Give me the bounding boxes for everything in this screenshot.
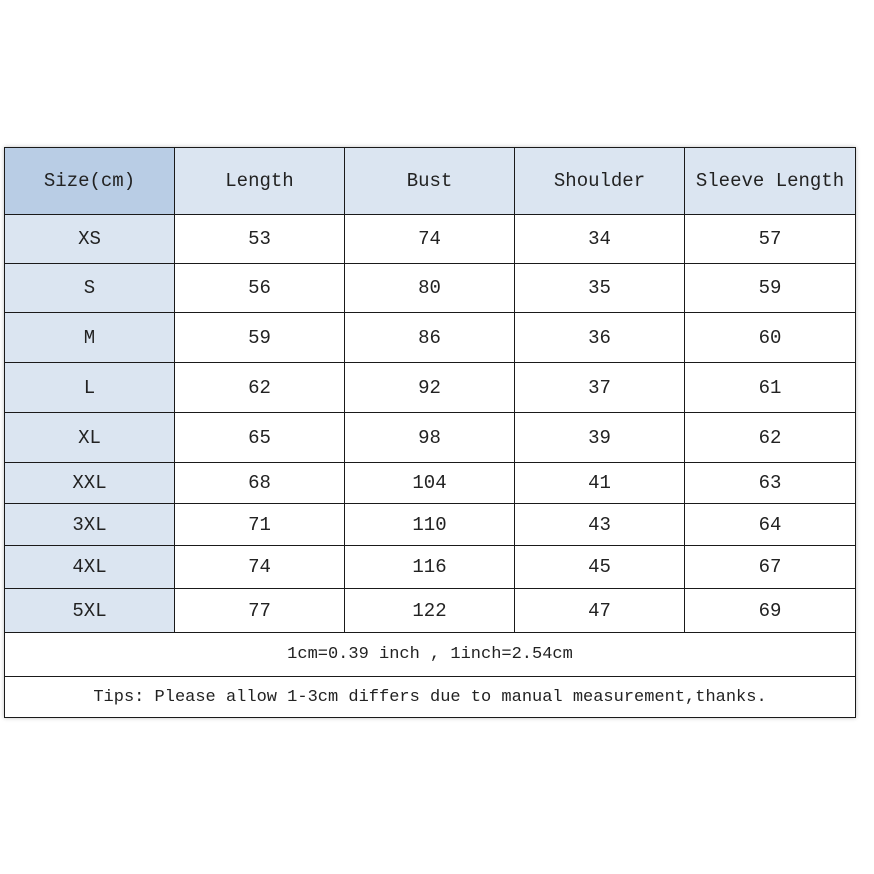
- sleeve-length-value: 62: [685, 413, 856, 463]
- length-value: 71: [175, 504, 345, 546]
- bust-value: 92: [345, 363, 515, 413]
- shoulder-value: 36: [515, 313, 685, 363]
- length-value: 56: [175, 264, 345, 313]
- sleeve-length-value: 57: [685, 215, 856, 264]
- bust-value: 116: [345, 546, 515, 589]
- size-label: 3XL: [5, 504, 175, 546]
- length-value: 62: [175, 363, 345, 413]
- sleeve-length-value: 60: [685, 313, 856, 363]
- unit-conversion-note: 1cm=0.39 inch , 1inch=2.54cm: [5, 633, 856, 677]
- table-row: [5, 363, 856, 413]
- header-shoulder: Shoulder: [515, 148, 685, 215]
- tips-row: [5, 677, 856, 718]
- header-bust: Bust: [345, 148, 515, 215]
- size-label: 4XL: [5, 546, 175, 589]
- shoulder-value: 35: [515, 264, 685, 313]
- conversion-row: [5, 633, 856, 677]
- shoulder-value: 47: [515, 589, 685, 633]
- size-label: XXL: [5, 463, 175, 504]
- header-sleeve-length: Sleeve Length: [685, 148, 856, 215]
- bust-value: 110: [345, 504, 515, 546]
- shoulder-value: 37: [515, 363, 685, 413]
- table-row: [5, 546, 856, 589]
- bust-value: 122: [345, 589, 515, 633]
- table-row: [5, 463, 856, 504]
- size-label: XL: [5, 413, 175, 463]
- bust-value: 86: [345, 313, 515, 363]
- size-label: L: [5, 363, 175, 413]
- length-value: 59: [175, 313, 345, 363]
- size-chart-table: [4, 147, 856, 718]
- shoulder-value: 41: [515, 463, 685, 504]
- table-row: [5, 413, 856, 463]
- length-value: 65: [175, 413, 345, 463]
- shoulder-value: 45: [515, 546, 685, 589]
- length-value: 74: [175, 546, 345, 589]
- header-size: Size(cm): [5, 148, 175, 215]
- shoulder-value: 39: [515, 413, 685, 463]
- size-label: XS: [5, 215, 175, 264]
- sleeve-length-value: 67: [685, 546, 856, 589]
- sleeve-length-value: 63: [685, 463, 856, 504]
- bust-value: 98: [345, 413, 515, 463]
- sleeve-length-value: 69: [685, 589, 856, 633]
- bust-value: 104: [345, 463, 515, 504]
- length-value: 77: [175, 589, 345, 633]
- size-label: S: [5, 264, 175, 313]
- table-row: [5, 589, 856, 633]
- header-row: [5, 148, 856, 215]
- table-row: [5, 215, 856, 264]
- length-value: 68: [175, 463, 345, 504]
- measurement-tips-note: Tips: Please allow 1-3cm differs due to manual measurement,thanks.: [5, 677, 856, 718]
- table-row: [5, 313, 856, 363]
- header-length: Length: [175, 148, 345, 215]
- table-row: [5, 504, 856, 546]
- length-value: 53: [175, 215, 345, 264]
- shoulder-value: 43: [515, 504, 685, 546]
- sleeve-length-value: 64: [685, 504, 856, 546]
- size-label: 5XL: [5, 589, 175, 633]
- table-row: [5, 264, 856, 313]
- sleeve-length-value: 61: [685, 363, 856, 413]
- size-label: M: [5, 313, 175, 363]
- shoulder-value: 34: [515, 215, 685, 264]
- sleeve-length-value: 59: [685, 264, 856, 313]
- bust-value: 80: [345, 264, 515, 313]
- bust-value: 74: [345, 215, 515, 264]
